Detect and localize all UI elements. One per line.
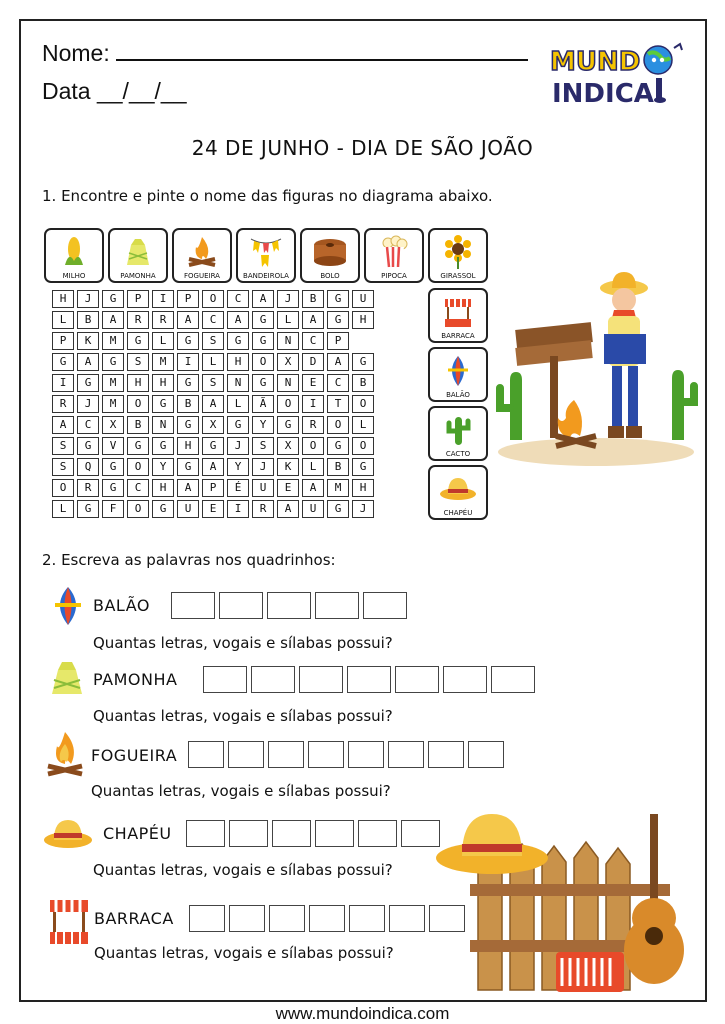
grid-cell[interactable]: F <box>102 500 124 518</box>
grid-cell[interactable]: A <box>177 479 199 497</box>
grid-cell[interactable]: G <box>227 332 249 350</box>
grid-cell[interactable]: G <box>152 437 174 455</box>
grid-cell[interactable]: L <box>152 332 174 350</box>
grid-cell[interactable]: G <box>327 437 349 455</box>
grid-cell[interactable]: G <box>77 437 99 455</box>
grid-cell[interactable]: A <box>227 311 249 329</box>
grid-cell[interactable]: M <box>102 374 124 392</box>
letter-box[interactable] <box>363 592 407 619</box>
letter-box[interactable] <box>251 666 295 693</box>
letter-boxes-pamonha[interactable] <box>203 666 535 693</box>
letter-box[interactable] <box>388 741 424 768</box>
grid-cell[interactable]: M <box>102 395 124 413</box>
picture-label: PAMONHA <box>120 272 156 280</box>
grid-cell[interactable]: G <box>102 458 124 476</box>
grid-cell[interactable]: G <box>177 416 199 434</box>
grid-cell[interactable]: J <box>352 500 374 518</box>
grid-cell[interactable]: G <box>227 416 249 434</box>
grid-cell[interactable]: M <box>102 332 124 350</box>
grid-cell[interactable]: B <box>352 374 374 392</box>
svg-text:INDICA: INDICA <box>552 79 654 108</box>
question-fogueira: Quantas letras, vogais e sílabas possui? <box>91 782 391 800</box>
market-stall-icon <box>443 295 473 329</box>
page-title: 24 DE JUNHO - DIA DE SÃO JOÃO <box>191 136 534 160</box>
letter-boxes-chapeu[interactable] <box>186 820 440 847</box>
grid-cell[interactable]: S <box>52 437 74 455</box>
paper-balloon-icon <box>443 354 473 388</box>
letter-box[interactable] <box>401 820 440 847</box>
letter-box[interactable] <box>272 820 311 847</box>
grid-cell[interactable]: J <box>277 290 299 308</box>
grid-cell[interactable]: L <box>352 416 374 434</box>
question-pamonha: Quantas letras, vogais e sílabas possui? <box>93 707 393 725</box>
grid-cell[interactable]: A <box>202 458 224 476</box>
grid-cell[interactable]: O <box>202 290 224 308</box>
letter-boxes-barraca[interactable] <box>189 905 465 932</box>
grid-cell[interactable]: L <box>202 353 224 371</box>
picture-cacto <box>428 406 488 461</box>
pamonha-icon <box>46 658 88 698</box>
grid-row <box>52 437 374 455</box>
letter-box[interactable] <box>268 741 304 768</box>
grid-cell[interactable]: H <box>152 374 174 392</box>
word-chapeu: CHAPÉU <box>103 824 172 843</box>
grid-cell[interactable]: G <box>352 353 374 371</box>
grid-cell[interactable]: E <box>202 500 224 518</box>
grid-cell[interactable]: P <box>127 290 149 308</box>
grid-row <box>52 395 374 413</box>
letter-box[interactable] <box>348 741 384 768</box>
grid-cell[interactable]: B <box>177 395 199 413</box>
letter-box[interactable] <box>468 741 504 768</box>
grid-cell[interactable]: J <box>227 437 249 455</box>
name-line <box>116 59 528 61</box>
bonfire-icon <box>185 235 219 269</box>
grid-cell[interactable]: I <box>52 374 74 392</box>
letter-box[interactable] <box>347 666 391 693</box>
date-field <box>42 78 187 105</box>
grid-cell[interactable]: S <box>52 458 74 476</box>
grid-cell[interactable]: G <box>177 458 199 476</box>
letter-box[interactable] <box>219 592 263 619</box>
grid-cell[interactable]: M <box>327 479 349 497</box>
grid-cell[interactable]: A <box>202 395 224 413</box>
grid-cell[interactable]: K <box>277 458 299 476</box>
grid-cell[interactable]: S <box>202 374 224 392</box>
grid-cell[interactable]: É <box>227 479 249 497</box>
grid-row <box>52 500 374 518</box>
letter-box[interactable] <box>203 666 247 693</box>
grid-cell[interactable]: A <box>277 500 299 518</box>
grid-cell[interactable]: G <box>252 332 274 350</box>
grid-cell[interactable]: X <box>202 416 224 434</box>
letter-boxes-fogueira[interactable] <box>188 741 504 768</box>
grid-cell[interactable]: P <box>202 479 224 497</box>
grid-cell[interactable]: O <box>127 458 149 476</box>
grid-cell[interactable]: U <box>177 500 199 518</box>
letter-box[interactable] <box>299 666 343 693</box>
grid-cell[interactable]: G <box>127 332 149 350</box>
picture-pipoca <box>364 228 424 283</box>
grid-cell[interactable]: G <box>252 311 274 329</box>
cake-icon <box>311 235 349 269</box>
grid-cell[interactable]: R <box>152 311 174 329</box>
side-picture-column <box>428 288 488 520</box>
grid-cell[interactable]: B <box>127 416 149 434</box>
word-balao: BALÃO <box>93 596 150 615</box>
grid-row <box>52 479 374 497</box>
popcorn-icon <box>377 235 411 269</box>
grid-cell[interactable]: H <box>52 290 74 308</box>
straw-hat-icon <box>42 816 94 852</box>
name-field <box>42 40 528 67</box>
grid-cell[interactable]: H <box>227 353 249 371</box>
grid-cell[interactable]: C <box>77 416 99 434</box>
grid-cell[interactable]: I <box>152 290 174 308</box>
grid-cell[interactable]: G <box>102 353 124 371</box>
market-stall-icon <box>48 896 90 946</box>
letter-box[interactable] <box>186 820 225 847</box>
grid-cell[interactable]: J <box>252 458 274 476</box>
picture-chapeu <box>428 465 488 520</box>
letter-box[interactable] <box>188 741 224 768</box>
word-fogueira: FOGUEIRA <box>91 746 178 765</box>
letter-box[interactable] <box>395 666 439 693</box>
fence-hat-guitar-illustration <box>436 810 700 1000</box>
grid-cell[interactable]: L <box>227 395 249 413</box>
grid-cell[interactable]: G <box>77 500 99 518</box>
grid-cell[interactable]: S <box>127 353 149 371</box>
picture-bandeirola <box>236 228 296 283</box>
grid-cell[interactable]: O <box>277 395 299 413</box>
picture-label: CHAPÉU <box>443 509 473 517</box>
grid-row <box>52 311 374 329</box>
grid-cell[interactable]: A <box>302 479 324 497</box>
sunflower-icon <box>441 235 475 269</box>
letter-box[interactable] <box>315 820 354 847</box>
letter-box[interactable] <box>269 905 305 932</box>
letter-box[interactable] <box>308 741 344 768</box>
grid-cell[interactable]: G <box>177 374 199 392</box>
picture-label: BALÃO <box>446 391 470 399</box>
grid-cell[interactable]: B <box>77 311 99 329</box>
grid-cell[interactable]: M <box>152 353 174 371</box>
grid-cell[interactable]: C <box>127 479 149 497</box>
grid-cell[interactable]: C <box>202 311 224 329</box>
picture-balao <box>428 347 488 402</box>
date-label: Data __/__/__ <box>42 78 187 104</box>
grid-cell[interactable]: Y <box>227 458 249 476</box>
grid-cell[interactable]: N <box>277 332 299 350</box>
grid-cell[interactable]: A <box>302 311 324 329</box>
grid-cell[interactable]: P <box>52 332 74 350</box>
picture-label: PIPOCA <box>381 272 407 280</box>
grid-cell[interactable]: J <box>77 290 99 308</box>
picture-label: BANDEIROLA <box>243 272 289 280</box>
picture-girassol <box>428 228 488 283</box>
letter-box[interactable] <box>349 905 385 932</box>
grid-cell[interactable]: R <box>52 395 74 413</box>
picture-fogueira <box>172 228 232 283</box>
letter-box[interactable] <box>389 905 425 932</box>
letter-box[interactable] <box>171 592 215 619</box>
grid-cell[interactable]: D <box>302 353 324 371</box>
grid-cell[interactable]: C <box>327 374 349 392</box>
grid-cell[interactable]: H <box>177 437 199 455</box>
grid-cell[interactable]: C <box>302 332 324 350</box>
grid-cell[interactable]: I <box>302 395 324 413</box>
picture-barraca <box>428 288 488 343</box>
exercise1-instruction: 1. Encontre e pinte o nome das figuras no diagrama abaixo. <box>42 187 493 205</box>
grid-cell[interactable]: T <box>327 395 349 413</box>
letter-box[interactable] <box>309 905 345 932</box>
letter-box[interactable] <box>189 905 225 932</box>
grid-cell[interactable]: E <box>302 374 324 392</box>
grid-cell[interactable]: K <box>77 332 99 350</box>
grid-cell[interactable]: O <box>127 500 149 518</box>
picture-milho <box>44 228 104 283</box>
grid-cell[interactable]: G <box>252 374 274 392</box>
letter-box[interactable] <box>228 741 264 768</box>
picture-label: MILHO <box>62 272 86 280</box>
grid-cell[interactable]: H <box>152 479 174 497</box>
grid-cell[interactable]: X <box>277 437 299 455</box>
grid-cell[interactable]: P <box>177 290 199 308</box>
question-barraca: Quantas letras, vogais e sílabas possui? <box>94 944 394 962</box>
grid-cell[interactable]: O <box>302 437 324 455</box>
picture-label: BOLO <box>320 272 340 280</box>
grid-cell[interactable]: G <box>202 437 224 455</box>
top-picture-row <box>44 228 488 283</box>
grid-cell[interactable]: B <box>302 290 324 308</box>
grid-cell[interactable]: L <box>52 311 74 329</box>
grid-row <box>52 332 374 350</box>
grid-cell[interactable]: G <box>52 353 74 371</box>
picture-bolo <box>300 228 360 283</box>
letter-box[interactable] <box>315 592 359 619</box>
grid-cell[interactable]: G <box>102 479 124 497</box>
letter-box[interactable] <box>358 820 397 847</box>
grid-cell[interactable]: R <box>252 500 274 518</box>
picture-label: FOGUEIRA <box>184 272 220 280</box>
grid-cell[interactable]: J <box>77 395 99 413</box>
grid-cell[interactable]: S <box>252 437 274 455</box>
letter-box[interactable] <box>267 592 311 619</box>
grid-cell[interactable]: A <box>52 416 74 434</box>
question-chapeu: Quantas letras, vogais e sílabas possui? <box>93 861 393 879</box>
grid-cell[interactable]: A <box>102 311 124 329</box>
grid-cell[interactable]: N <box>152 416 174 434</box>
grid-row <box>52 416 374 434</box>
grid-cell[interactable]: N <box>277 374 299 392</box>
grid-cell[interactable]: H <box>352 311 374 329</box>
grid-cell[interactable]: U <box>352 290 374 308</box>
question-balao: Quantas letras, vogais e sílabas possui? <box>93 634 393 652</box>
exercise2-instruction: 2. Escreva as palavras nos quadrinhos: <box>42 551 336 569</box>
grid-cell[interactable]: R <box>77 479 99 497</box>
grid-row <box>52 290 374 308</box>
grid-cell[interactable]: G <box>152 500 174 518</box>
straw-hat-icon <box>438 472 478 506</box>
letter-box[interactable] <box>428 741 464 768</box>
grid-row <box>52 353 374 371</box>
grid-cell[interactable]: I <box>227 500 249 518</box>
word-pamonha: PAMONHA <box>93 670 178 689</box>
picture-label: BARRACA <box>441 332 475 340</box>
grid-cell[interactable]: A <box>252 290 274 308</box>
grid-cell[interactable]: G <box>127 437 149 455</box>
grid-cell[interactable]: L <box>277 311 299 329</box>
grid-cell[interactable]: S <box>202 332 224 350</box>
grid-cell[interactable]: G <box>177 332 199 350</box>
letter-box[interactable] <box>491 666 535 693</box>
grid-cell[interactable]: G <box>152 395 174 413</box>
grid-cell[interactable]: P <box>327 332 349 350</box>
footer-url: www.mundoindica.com <box>275 1004 450 1023</box>
grid-cell[interactable]: G <box>352 458 374 476</box>
grid-cell[interactable]: U <box>252 479 274 497</box>
svg-text:MUND: MUND <box>550 47 641 77</box>
name-label: Nome: <box>42 40 110 66</box>
grid-cell[interactable]: O <box>352 395 374 413</box>
mundo-indica-logo <box>548 42 698 108</box>
grid-cell[interactable]: C <box>227 290 249 308</box>
grid-cell[interactable]: G <box>327 311 349 329</box>
bonfire-icon <box>44 730 86 778</box>
grid-cell[interactable]: A <box>77 353 99 371</box>
grid-cell[interactable]: G <box>102 290 124 308</box>
grid-cell[interactable]: Q <box>77 458 99 476</box>
pamonha-icon <box>121 235 155 269</box>
grid-cell[interactable]: G <box>277 416 299 434</box>
picture-pamonha <box>108 228 168 283</box>
picture-label: GIRASSOL <box>440 272 476 280</box>
grid-cell[interactable]: G <box>327 290 349 308</box>
grid-cell[interactable]: G <box>327 500 349 518</box>
grid-cell[interactable]: H <box>352 479 374 497</box>
grid-cell[interactable]: A <box>327 353 349 371</box>
cactus-icon <box>443 413 473 447</box>
grid-cell[interactable]: H <box>127 374 149 392</box>
grid-cell[interactable]: E <box>277 479 299 497</box>
grid-cell[interactable]: A <box>177 311 199 329</box>
grid-cell[interactable]: G <box>77 374 99 392</box>
quadrilha-scene-illustration <box>494 270 698 474</box>
letter-box[interactable] <box>229 905 265 932</box>
grid-cell[interactable]: N <box>227 374 249 392</box>
grid-cell[interactable]: R <box>127 311 149 329</box>
grid-row <box>52 458 374 476</box>
grid-cell[interactable]: X <box>277 353 299 371</box>
grid-cell[interactable]: Y <box>252 416 274 434</box>
grid-row <box>52 374 374 392</box>
word-barraca: BARRACA <box>94 909 174 928</box>
grid-cell[interactable]: O <box>52 479 74 497</box>
picture-label: CACTO <box>445 450 471 458</box>
letter-boxes-balao[interactable] <box>171 592 407 619</box>
grid-cell[interactable]: Y <box>152 458 174 476</box>
bunting-flags-icon <box>249 235 283 269</box>
grid-cell[interactable]: V <box>102 437 124 455</box>
letter-box[interactable] <box>443 666 487 693</box>
paper-balloon-icon <box>50 585 86 627</box>
word-search-grid <box>49 287 377 521</box>
grid-cell[interactable]: L <box>52 500 74 518</box>
letter-box[interactable] <box>229 820 268 847</box>
grid-cell[interactable]: O <box>327 416 349 434</box>
grid-cell[interactable]: O <box>352 437 374 455</box>
grid-cell[interactable]: B <box>327 458 349 476</box>
grid-cell[interactable]: R <box>302 416 324 434</box>
grid-cell[interactable]: O <box>127 395 149 413</box>
grid-cell[interactable]: U <box>302 500 324 518</box>
grid-cell[interactable]: O <box>252 353 274 371</box>
grid-cell[interactable]: L <box>302 458 324 476</box>
grid-cell[interactable]: Ã <box>252 395 274 413</box>
corn-icon <box>59 235 89 269</box>
grid-cell[interactable]: I <box>177 353 199 371</box>
grid-cell[interactable]: X <box>102 416 124 434</box>
